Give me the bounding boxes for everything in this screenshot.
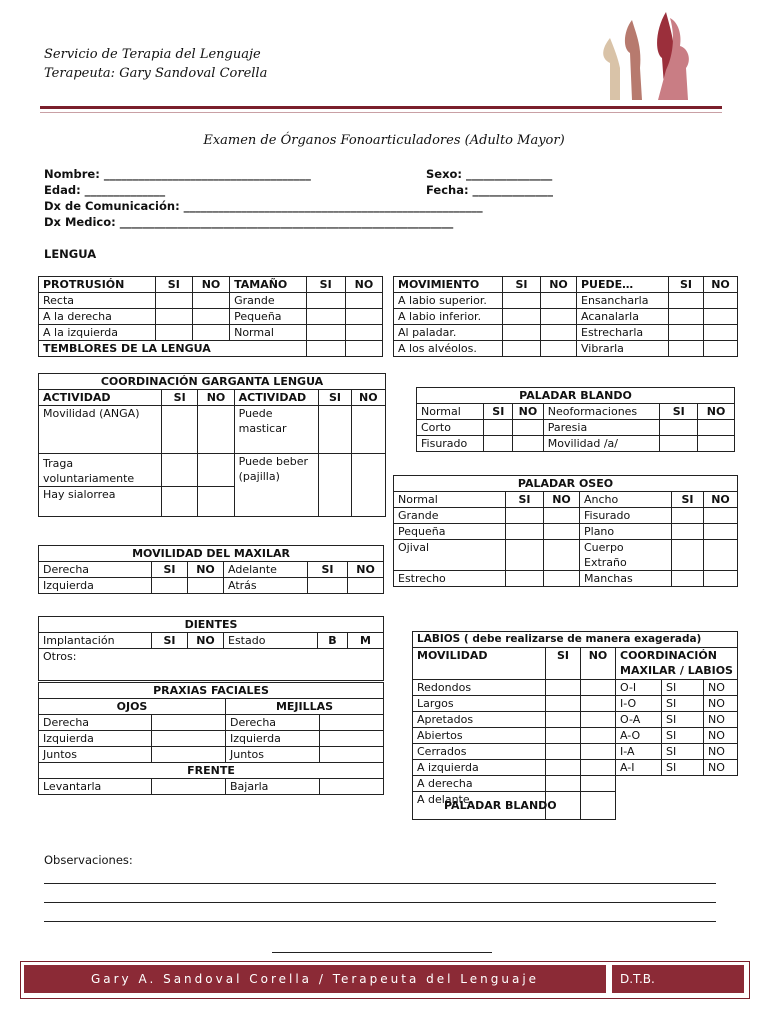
check-cell[interactable] (306, 293, 345, 309)
check-cell[interactable] (581, 744, 616, 760)
check-cell[interactable] (546, 696, 581, 712)
paladar-oseo-title: PALADAR OSEO (394, 476, 738, 492)
row-label: Puede beber (pajilla) (234, 454, 319, 517)
coord-label: O-A (616, 712, 662, 728)
col-no: NO (188, 562, 224, 578)
col-si: SI (319, 390, 351, 406)
row-label: Izquierda (39, 578, 152, 594)
check-cell[interactable] (672, 571, 704, 587)
check-cell[interactable] (581, 776, 616, 792)
actividad-header: ACTIVIDAD (39, 390, 162, 406)
check-cell[interactable] (162, 487, 198, 517)
faces-logo (570, 8, 700, 104)
check-cell[interactable] (544, 524, 580, 540)
col-no: NO (698, 404, 735, 420)
observaciones-line[interactable] (44, 921, 716, 922)
col-si: SI (660, 404, 698, 420)
check-cell[interactable] (162, 454, 198, 487)
col-no: NO (581, 648, 616, 680)
check-cell[interactable] (660, 436, 698, 452)
row-label: Derecha (226, 715, 320, 731)
check-cell[interactable] (704, 325, 738, 341)
check-cell[interactable] (308, 578, 348, 594)
check-cell[interactable] (503, 325, 541, 341)
coord-si[interactable]: SI (662, 728, 704, 744)
check-cell[interactable] (192, 325, 229, 341)
row-label: Pequeña (230, 309, 306, 325)
field-sexo[interactable]: Sexo: _______________ (426, 167, 553, 181)
row-label: Corto (417, 420, 484, 436)
mejillas-header: MEJILLAS (226, 699, 384, 715)
row-label: Manchas (580, 571, 672, 587)
observaciones-label: Observaciones: (44, 853, 133, 867)
check-cell[interactable] (348, 578, 384, 594)
col-no: NO (348, 562, 384, 578)
row-label: Normal (417, 404, 484, 420)
check-cell[interactable] (513, 420, 544, 436)
check-cell[interactable] (192, 309, 229, 325)
protrusion-table (38, 276, 383, 357)
therapist-name: Terapeuta: Gary Sandoval Corella (44, 66, 268, 81)
col-no: NO (541, 277, 577, 293)
dientes-title: DIENTES (39, 617, 384, 633)
paladar-blando-title: PALADAR BLANDO (417, 388, 735, 404)
col-si: SI (484, 404, 513, 420)
check-cell[interactable] (345, 309, 382, 325)
row-label: Largos (413, 696, 546, 712)
check-cell[interactable] (704, 508, 738, 524)
check-cell[interactable] (506, 508, 544, 524)
coord-label: A-O (616, 728, 662, 744)
maxilar-table (38, 545, 384, 594)
row-label: Cuerpo Extraño (580, 540, 672, 571)
row-label: Hay sialorrea (39, 487, 162, 517)
coord-si[interactable]: SI (662, 712, 704, 728)
field-dx-comunicacion[interactable]: Dx de Comunicación: ____________________________________________________ (44, 199, 483, 213)
check-cell[interactable] (660, 420, 698, 436)
check-cell[interactable] (698, 436, 735, 452)
paladar-blando-table (416, 387, 735, 452)
check-cell[interactable] (704, 540, 738, 571)
row-label: Movilidad /a/ (543, 436, 660, 452)
check-cell[interactable] (152, 779, 226, 795)
check-cell[interactable] (345, 341, 382, 357)
row-label: Normal (230, 325, 306, 341)
movilidad-header: MOVILIDAD (413, 648, 546, 680)
row-label: A delante (413, 792, 546, 820)
check-cell[interactable] (152, 578, 188, 594)
coord-no[interactable]: NO (704, 696, 738, 712)
check-cell[interactable] (198, 454, 234, 487)
movimiento-table (393, 276, 738, 357)
row-label: Izquierda (39, 731, 152, 747)
praxias-title: PRAXIAS FACIALES (39, 683, 384, 699)
coord-si[interactable]: SI (662, 760, 704, 776)
check-cell[interactable] (541, 293, 577, 309)
check-cell[interactable] (152, 715, 226, 731)
row-label: A la izquierda (39, 325, 156, 341)
check-cell[interactable] (351, 406, 385, 454)
check-cell[interactable] (541, 325, 577, 341)
check-cell[interactable] (155, 325, 192, 341)
col-no: NO (351, 390, 385, 406)
col-no: NO (345, 277, 382, 293)
check-cell[interactable] (198, 487, 234, 517)
row-label: Levantarla (39, 779, 152, 795)
row-label: Puede masticar (234, 406, 319, 454)
row-label: Apretados (413, 712, 546, 728)
row-label: Acanalarla (577, 309, 669, 325)
col-si: SI (152, 633, 188, 649)
check-cell[interactable] (544, 540, 580, 571)
col-no: NO (192, 277, 229, 293)
col-si: SI (155, 277, 192, 293)
check-cell[interactable] (581, 792, 616, 820)
check-cell[interactable] (192, 293, 229, 309)
row-label: Estado (224, 633, 318, 649)
check-cell[interactable] (544, 508, 580, 524)
row-label: Juntos (226, 747, 320, 763)
check-cell[interactable] (513, 436, 544, 452)
check-cell[interactable] (541, 341, 577, 357)
check-cell[interactable] (345, 293, 382, 309)
col-no: NO (544, 492, 580, 508)
check-cell[interactable] (669, 309, 704, 325)
coordinacion-title: COORDINACIÓN GARGANTA LENGUA (39, 374, 386, 390)
check-cell[interactable] (152, 731, 226, 747)
check-cell[interactable] (506, 524, 544, 540)
frente-header: FRENTE (39, 763, 384, 779)
check-cell[interactable] (320, 715, 384, 731)
row-label: A labio superior. (394, 293, 503, 309)
check-cell[interactable] (152, 747, 226, 763)
coordinacion-table (38, 373, 386, 517)
col-malo: M (348, 633, 384, 649)
check-cell[interactable] (320, 731, 384, 747)
check-cell[interactable] (506, 571, 544, 587)
col-no: NO (704, 277, 738, 293)
check-cell[interactable] (672, 508, 704, 524)
row-label: Implantación (39, 633, 152, 649)
row-label: Al paladar. (394, 325, 503, 341)
ojos-header: OJOS (39, 699, 226, 715)
col-no: NO (188, 633, 224, 649)
check-cell[interactable] (484, 420, 513, 436)
check-cell[interactable] (319, 406, 351, 454)
check-cell[interactable] (306, 325, 345, 341)
coord-label: A-I (616, 760, 662, 776)
row-label: Pequeña (394, 524, 506, 540)
coord-si[interactable]: SI (662, 744, 704, 760)
field-nombre[interactable]: Nombre: ____________________________________ (44, 167, 311, 181)
field-fecha[interactable]: Fecha: ______________ (426, 183, 554, 197)
check-cell[interactable] (581, 696, 616, 712)
observaciones-line[interactable] (44, 883, 716, 884)
coordinacion-maxilar-header: COORDINACIÓN MAXILAR / LABIOS (616, 648, 738, 680)
check-cell[interactable] (669, 341, 704, 357)
check-cell[interactable] (306, 309, 345, 325)
puede-header: PUEDE… (577, 277, 669, 293)
check-cell[interactable] (546, 712, 581, 728)
col-no: NO (704, 492, 738, 508)
coord-no[interactable]: NO (704, 760, 738, 776)
header-rule (40, 106, 722, 109)
tamano-header: TAMAÑO (230, 277, 306, 293)
field-dx-medico[interactable]: Dx Medico: __________________________________________________________ (44, 215, 454, 229)
col-bueno: B (318, 633, 348, 649)
row-label: A la derecha (39, 309, 156, 325)
row-label: Redondos (413, 680, 546, 696)
movimiento-header: MOVIMIENTO (394, 277, 503, 293)
check-cell[interactable] (503, 341, 541, 357)
row-label: Ancho (580, 492, 672, 508)
row-label: Ensancharla (577, 293, 669, 309)
col-si: SI (152, 562, 188, 578)
check-cell[interactable] (320, 747, 384, 763)
row-label: Bajarla (226, 779, 320, 795)
row-label: Traga voluntariamente (39, 454, 162, 487)
row-label: Derecha (39, 715, 152, 731)
col-si: SI (546, 648, 581, 680)
check-cell[interactable] (672, 524, 704, 540)
row-label: Movilidad (ANGA) (39, 406, 162, 454)
check-cell[interactable] (351, 454, 385, 517)
check-cell[interactable] (345, 325, 382, 341)
check-cell[interactable] (198, 406, 234, 454)
check-cell[interactable] (546, 744, 581, 760)
row-label: Recta (39, 293, 156, 309)
check-cell[interactable] (162, 406, 198, 454)
row-label: Atrás (224, 578, 308, 594)
footer-name: Gary A. Sandoval Corella / Terapeuta del Lenguaje (24, 965, 606, 993)
coord-si[interactable]: SI (662, 680, 704, 696)
row-label: Neoformaciones (543, 404, 660, 420)
check-cell[interactable] (306, 341, 345, 357)
row-label: A los alvéolos. (394, 341, 503, 357)
field-edad[interactable]: Edad: ______________ (44, 183, 166, 197)
row-label: Normal (394, 492, 506, 508)
labios-table (412, 631, 738, 820)
check-cell[interactable] (581, 760, 616, 776)
paladar-blando-overlay: PALADAR BLANDO (444, 799, 557, 812)
check-cell[interactable] (320, 779, 384, 795)
row-label: Grande (394, 508, 506, 524)
row-label: Estrecho (394, 571, 506, 587)
lengua-heading: LENGUA (44, 247, 97, 261)
maxilar-title: MOVILIDAD DEL MAXILAR (39, 546, 384, 562)
check-cell[interactable] (541, 309, 577, 325)
row-label: Abiertos (413, 728, 546, 744)
row-label: Juntos (39, 747, 152, 763)
check-cell[interactable] (581, 712, 616, 728)
check-cell[interactable] (704, 293, 738, 309)
check-cell[interactable] (546, 680, 581, 696)
check-cell[interactable] (503, 309, 541, 325)
col-no: NO (513, 404, 544, 420)
footer-tag: D.T.B. (612, 965, 744, 993)
header-rule-thin (40, 112, 722, 113)
row-label: Adelante (224, 562, 308, 578)
row-label: Ojival (394, 540, 506, 571)
row-label: Cerrados (413, 744, 546, 760)
col-si: SI (306, 277, 345, 293)
check-cell[interactable] (704, 341, 738, 357)
praxias-table (38, 682, 384, 795)
check-cell[interactable] (155, 293, 192, 309)
labios-title: LABIOS ( debe realizarse de manera exagerada) (413, 632, 738, 648)
row-label: Estrecharla (577, 325, 669, 341)
signature-line[interactable] (272, 952, 492, 953)
coord-no[interactable]: NO (704, 712, 738, 728)
check-cell[interactable] (544, 571, 580, 587)
row-label: Grande (230, 293, 306, 309)
coord-no[interactable]: NO (704, 728, 738, 744)
col-si: SI (672, 492, 704, 508)
check-cell[interactable] (319, 454, 351, 517)
row-label: Izquierda (226, 731, 320, 747)
check-cell[interactable] (546, 728, 581, 744)
service-name: Servicio de Terapia del Lenguaje (44, 47, 261, 62)
check-cell[interactable] (581, 728, 616, 744)
check-cell[interactable] (704, 309, 738, 325)
coord-si[interactable]: SI (662, 696, 704, 712)
col-si: SI (503, 277, 541, 293)
check-cell[interactable] (669, 325, 704, 341)
check-cell[interactable] (698, 420, 735, 436)
check-cell[interactable] (506, 540, 544, 571)
row-label: Fisurado (417, 436, 484, 452)
col-si: SI (162, 390, 198, 406)
coord-label: I-O (616, 696, 662, 712)
check-cell[interactable] (704, 571, 738, 587)
coord-label: I-A (616, 744, 662, 760)
row-label: Derecha (39, 562, 152, 578)
row-label: Plano (580, 524, 672, 540)
check-cell[interactable] (704, 524, 738, 540)
row-label: A derecha (413, 776, 546, 792)
check-cell[interactable] (484, 436, 513, 452)
actividad-header: ACTIVIDAD (234, 390, 319, 406)
check-cell[interactable] (188, 578, 224, 594)
check-cell[interactable] (546, 760, 581, 776)
coord-no[interactable]: NO (704, 680, 738, 696)
check-cell[interactable] (581, 680, 616, 696)
exam-title: Examen de Órganos Fonoarticuladores (Adulto Mayor) (203, 133, 565, 148)
observaciones-line[interactable] (44, 902, 716, 903)
dientes-table (38, 616, 384, 681)
check-cell[interactable] (546, 776, 581, 792)
row-label: Fisurado (580, 508, 672, 524)
col-si: SI (506, 492, 544, 508)
paladar-oseo-table (393, 475, 738, 587)
row-label: Vibrarla (577, 341, 669, 357)
col-no: NO (198, 390, 234, 406)
otros-field[interactable]: Otros: (39, 649, 384, 681)
coord-label: O-I (616, 680, 662, 696)
col-si: SI (669, 277, 704, 293)
row-label: A labio inferior. (394, 309, 503, 325)
row-label: Paresia (543, 420, 660, 436)
check-cell[interactable] (672, 540, 704, 571)
check-cell[interactable] (503, 293, 541, 309)
row-label: A izquierda (413, 760, 546, 776)
temblores-label: TEMBLORES DE LA LENGUA (39, 341, 307, 357)
coord-no[interactable]: NO (704, 744, 738, 760)
protrusion-header: PROTRUSIÓN (39, 277, 156, 293)
check-cell[interactable] (669, 293, 704, 309)
check-cell[interactable] (155, 309, 192, 325)
col-si: SI (308, 562, 348, 578)
